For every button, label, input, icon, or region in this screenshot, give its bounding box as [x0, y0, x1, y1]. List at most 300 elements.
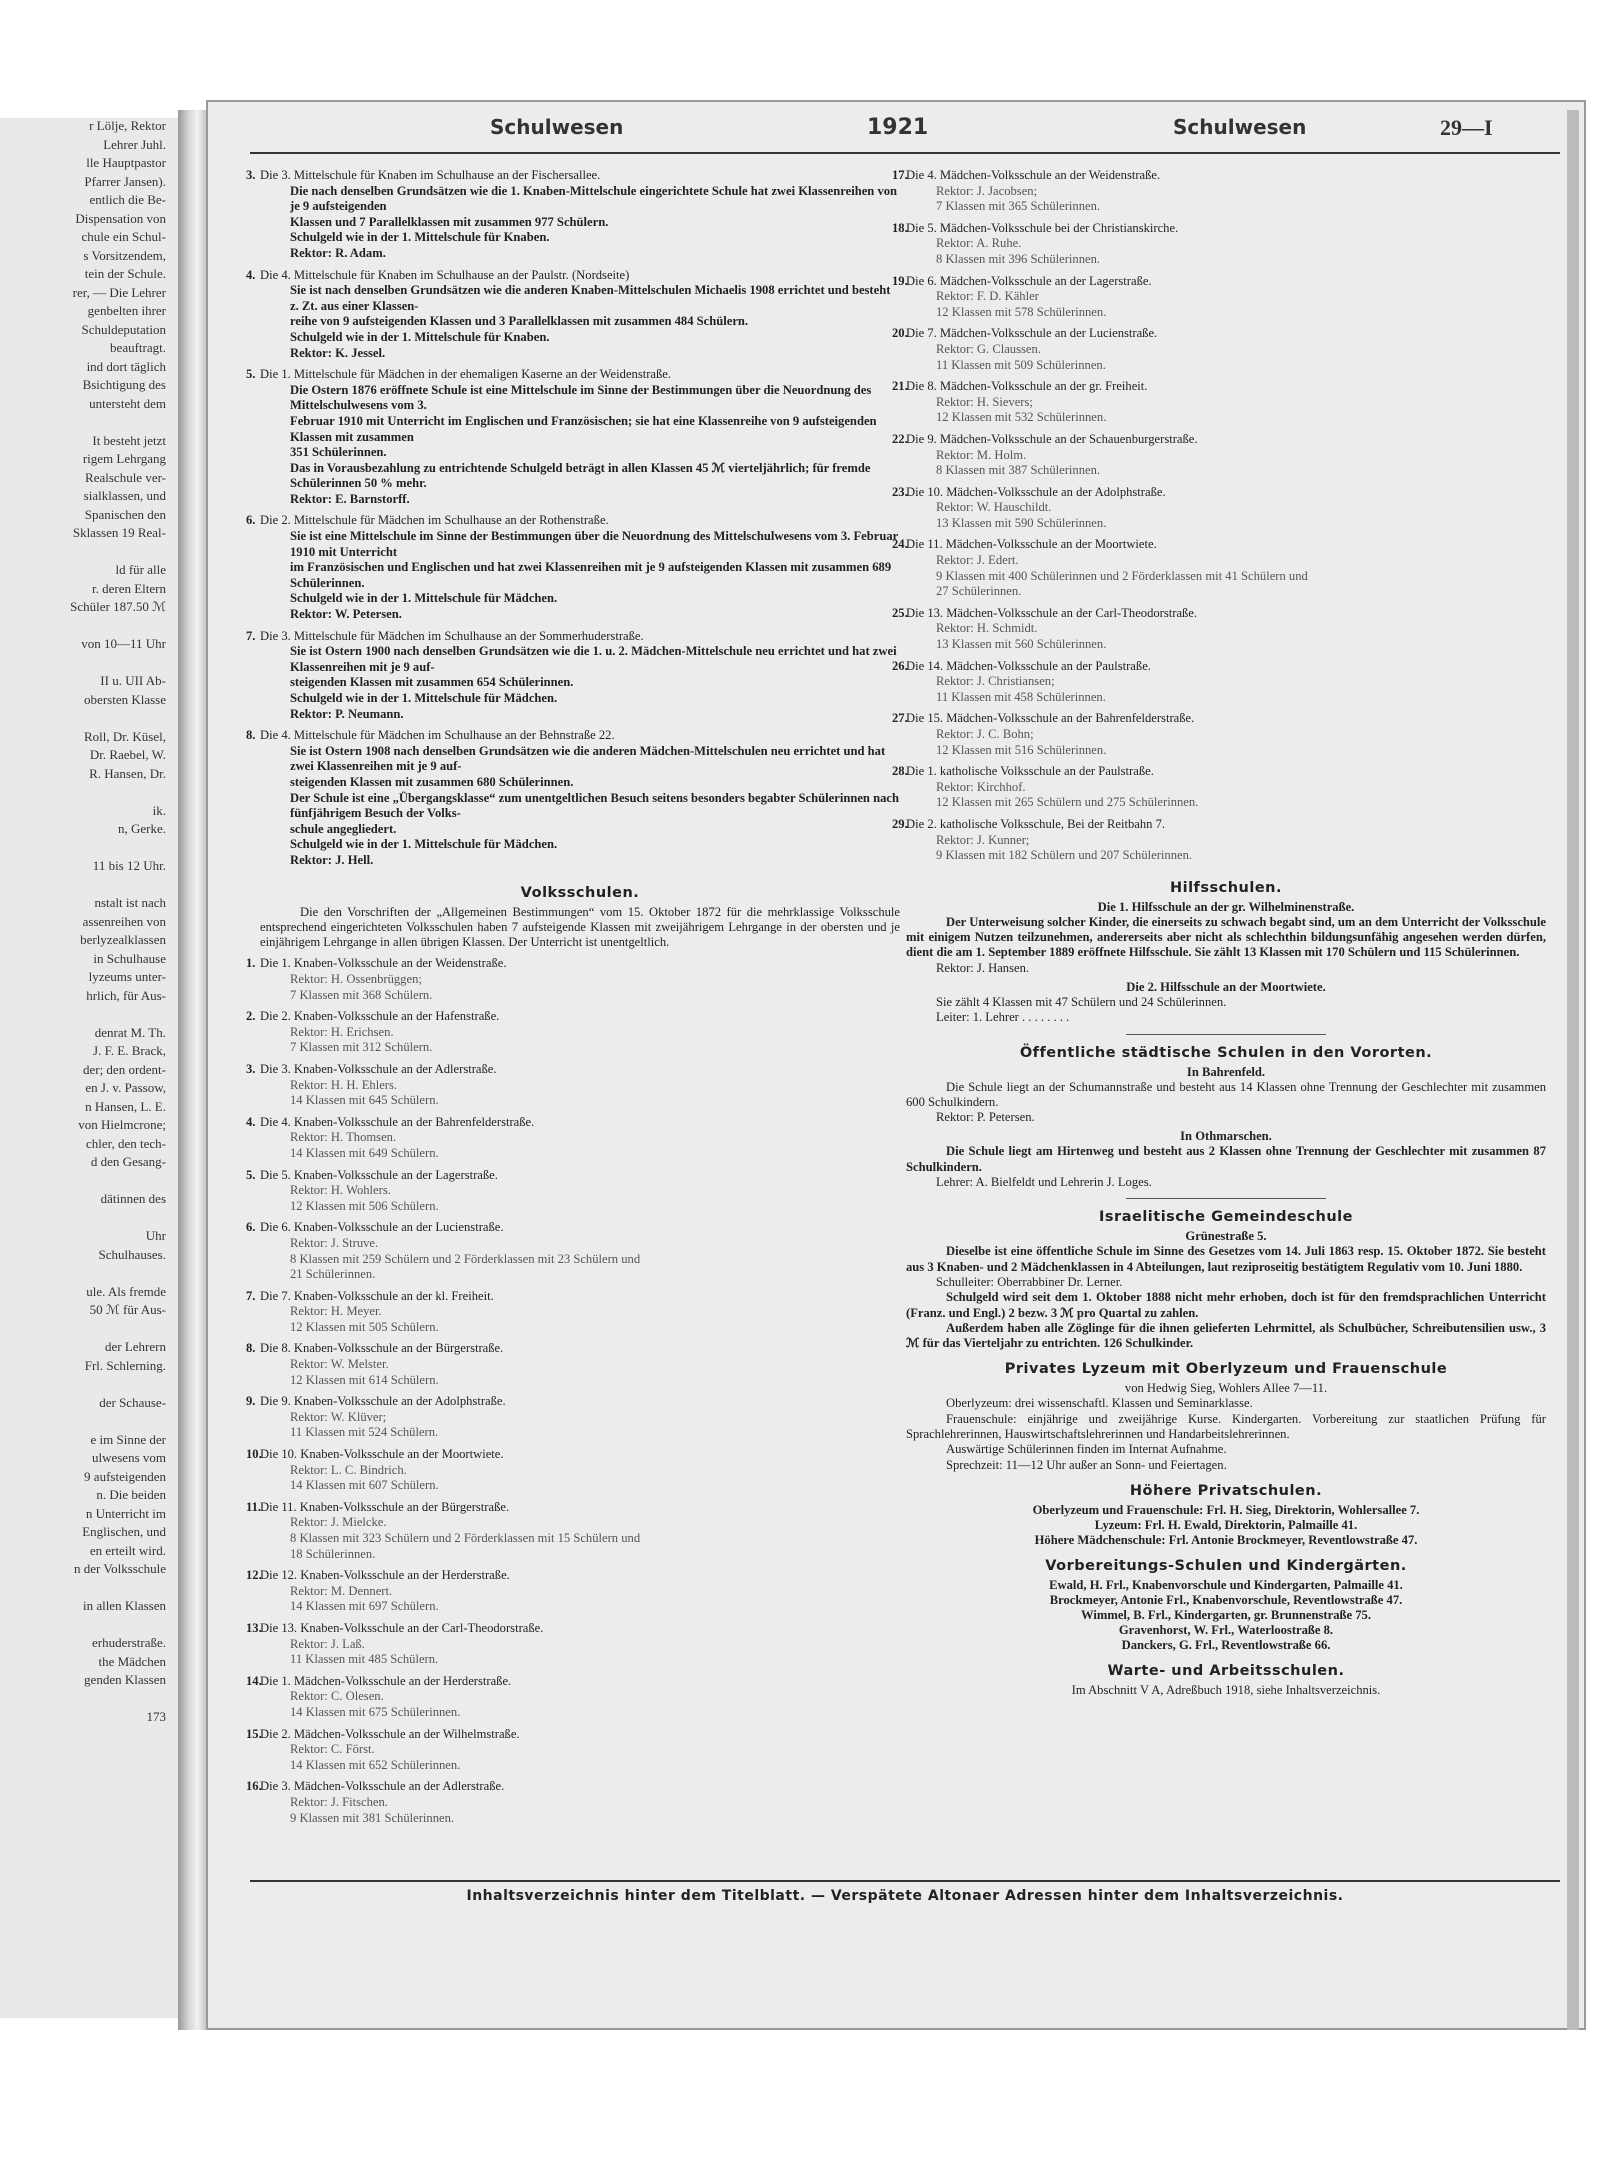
entry-detail: 8 Klassen mit 323 Schülern und 2 Förderklassen mit 15 Schülern und: [290, 1531, 641, 1546]
school-entry: [246, 728, 900, 868]
left-page-line: beauftragt.: [110, 340, 166, 355]
entry-detail: 14 Klassen mit 652 Schülerinnen.: [290, 1757, 461, 1772]
section-title-hilfsschulen: Hilfsschulen.: [1169, 879, 1283, 896]
entry-detail: Rektor: M. Holm.: [936, 447, 1027, 462]
page-number: 29—I: [1440, 115, 1493, 140]
hilfsschule-2-leiter: Leiter: 1. Lehrer . . . . . . . .: [936, 1010, 1070, 1025]
entry-number: 16.: [246, 1779, 262, 1794]
entry-detail: Sie ist Ostern 1900 nach denselben Grundsätzen wie die 1. u. 2. Mädchen-Mittelschule neu errichtet und hat zwei Klassenreihen mit je 9 auf-: [290, 644, 897, 674]
entry-detail: Rektor: J. Mielcke.: [290, 1515, 387, 1530]
entry-title: Die 1. katholische Volksschule an der Paulstraße.: [906, 764, 1154, 779]
entry-number: 6.: [246, 1220, 256, 1235]
school-entry: [246, 1009, 900, 1056]
entry-detail: steigenden Klassen mit zusammen 680 Schülerinnen.: [290, 774, 574, 789]
left-page-line: in Schulhause: [93, 950, 166, 966]
entry-detail: Rektor: H. Wohlers.: [290, 1183, 391, 1198]
entry-detail: Rektor: H. Schmidt.: [936, 621, 1038, 636]
entry-detail: Rektor: A. Ruhe.: [936, 236, 1022, 251]
entry-number: 15.: [246, 1726, 262, 1741]
entry-detail: Rektor: Kirchhof.: [936, 779, 1026, 794]
school-entry: [892, 816, 1546, 864]
hilfsschule-2-text: Sie zählt 4 Klassen mit 47 Schülern und 24 Schülerinnen.: [936, 994, 1227, 1009]
left-page-line: 11 bis 12 Uhr.: [92, 858, 166, 873]
entry-detail: Rektor: H. Ossenbrüggen;: [290, 972, 422, 987]
entry-number: 26.: [892, 658, 908, 673]
entry-detail: 351 Schülerinnen.: [290, 445, 387, 460]
entry-detail: Rektor: H. H. Ehlers.: [290, 1077, 398, 1092]
israel-leiter: Schulleiter: Oberrabbiner Dr. Lerner.: [936, 1274, 1123, 1289]
school-entry: [892, 326, 1546, 373]
left-page-line: Schüler 187.50 ℳ: [70, 599, 166, 614]
entry-detail: Schulgeld wie in der 1. Mittelschule für Mädchen.: [290, 691, 558, 705]
entry-detail: 14 Klassen mit 645 Schülern.: [290, 1093, 439, 1108]
page-footer: Inhaltsverzeichnis hinter dem Titelblatt. — Verspätete Altonaer Adressen hinter dem Inhaltsverzeichnis.: [250, 1880, 1560, 1904]
left-column: [246, 168, 900, 1832]
entry-title: Die 8. Knaben-Volksschule an der Bürgerstraße.: [260, 1341, 504, 1356]
entry-detail: Rektor: C. Olesen.: [290, 1689, 384, 1704]
entry-detail: Die nach denselben Grundsätzen wie die 1. Knaben-Mittelschule eingerichtete Schule hat zwei Klassenreihen von je 9 aufsteigenden: [290, 183, 898, 214]
left-page-line: n Unterricht im: [85, 1505, 166, 1521]
entry-detail: Der Schule ist eine „Übergangsklasse“ zum unentgeltlichen Besuch seitens besonders begabter Schülerinnen nach fünfjährigem Besuch der Volks-: [290, 790, 899, 821]
listing-line: Oberlyzeum und Frauenschule: Frl. H. Sieg, Direktorin, Wohlersallee 7.: [1032, 1502, 1420, 1517]
entry-detail: Rektor: J. Edert.: [936, 553, 1019, 568]
entry-title: Die 3. Mädchen-Volksschule an der Adlerstraße.: [260, 1779, 505, 1794]
entry-detail: 11 Klassen mit 458 Schülerinnen.: [936, 689, 1106, 704]
left-page-line: It besteht jetzt: [92, 432, 166, 448]
entry-detail: Rektor: H. Thomsen.: [290, 1130, 397, 1145]
entry-number: 10.: [246, 1447, 262, 1462]
left-page-line: chule ein Schul-: [81, 229, 166, 244]
entry-title: Die 6. Knaben-Volksschule an der Lucienstraße.: [260, 1220, 504, 1235]
school-entry: [246, 1220, 900, 1282]
entry-number: 5.: [246, 367, 256, 382]
school-entry: [246, 367, 900, 507]
entry-detail: Schulgeld wie in der 1. Mittelschule für Knaben.: [290, 329, 550, 344]
entry-title: Die 6. Mädchen-Volksschule an der Lagerstraße.: [906, 273, 1152, 288]
left-page-line: Frl. Schlerning.: [84, 1357, 166, 1373]
book-spine: [178, 110, 206, 2030]
entry-title: Die 9. Mädchen-Volksschule an der Schauenburgerstraße.: [906, 431, 1198, 446]
entry-number: 7.: [246, 1288, 256, 1303]
divider: [1126, 1198, 1326, 1199]
entry-detail: 11 Klassen mit 524 Schülern.: [290, 1425, 439, 1440]
entry-number: 12.: [246, 1568, 262, 1583]
vororte-bahrenfeld-title: In Bahrenfeld.: [1186, 1064, 1266, 1079]
entry-detail: Februar 1910 mit Unterricht im Englischen und Französischen; sie hat eine Klassenreihe von 9 aufsteigenden Klassen mit zusammen: [290, 413, 877, 444]
listing-line: Gravenhorst, W. Frl., Waterloostraße 8.: [1118, 1622, 1334, 1637]
israel-text-2: Schulgeld wird seit dem 1. Oktober 1888 nicht mehr erhoben, doch ist für den fremdsprachlichen Unterricht (Franz. und Engl.) 2 bezw. 3 ℳ pro Quartal zu zahlen.: [906, 1290, 1546, 1320]
left-page-line: Uhr: [145, 1228, 166, 1243]
entry-title: Die 10. Knaben-Volksschule an der Moortwiete.: [260, 1447, 504, 1462]
entry-title: Die 13. Mädchen-Volksschule an der Carl-Theodorstraße.: [906, 605, 1198, 620]
left-page-line: d den Gesang-: [90, 1154, 166, 1169]
left-page-line: genbelten ihrer: [87, 303, 166, 318]
entry-title: Die 9. Knaben-Volksschule an der Adolphstraße.: [260, 1394, 506, 1409]
entry-detail: Schulgeld wie in der 1. Mittelschule für Mädchen.: [290, 837, 558, 852]
entry-number: 13.: [246, 1620, 262, 1635]
entry-detail: Rektor: W. Melster.: [290, 1357, 389, 1372]
entry-detail: 7 Klassen mit 312 Schülern.: [290, 1040, 433, 1055]
entry-detail: Rektor: J. Laß.: [290, 1636, 365, 1651]
school-entry: [246, 1447, 900, 1494]
entry-detail: Rektor: J. Kunner;: [936, 832, 1030, 847]
entry-number: 23.: [892, 484, 908, 499]
entry-title: Die 1. Knaben-Volksschule an der Weidenstraße.: [260, 956, 507, 971]
entry-number: 8.: [246, 728, 256, 743]
entry-detail: Rektor: L. C. Bindrich.: [290, 1462, 407, 1477]
school-entry: [892, 764, 1546, 811]
entry-title: Die 4. Mittelschule für Knaben im Schulhause an der Paulstr. (Nordseite): [260, 267, 630, 282]
school-entry: [892, 220, 1546, 268]
header-right: Schulwesen: [1173, 115, 1307, 139]
entry-number: 25.: [892, 605, 908, 620]
section-title-vorbereitung: Vorbereitungs-Schulen und Kindergärten.: [1045, 1557, 1407, 1574]
school-entry: [246, 1779, 900, 1826]
entry-detail: 13 Klassen mit 560 Schülerinnen.: [936, 637, 1107, 652]
school-entry: [892, 658, 1546, 706]
entry-number: 9.: [246, 1394, 256, 1409]
entry-title: Die 4. Knaben-Volksschule an der Bahrenfelderstraße.: [260, 1114, 535, 1129]
entry-detail: Sie ist Ostern 1908 nach denselben Grundsätzen wie die anderen Mädchen-Mittelschulen neu errichtet und hat zwei Klassenreihen mit je 9 auf-: [290, 743, 886, 774]
left-page-line: untersteht dem: [89, 395, 166, 411]
lyzeum-address: von Hedwig Sieg, Wohlers Allee 7—11.: [1124, 1381, 1328, 1396]
school-entry: [246, 1114, 900, 1162]
entry-detail: Rektor: H. Erichsen.: [290, 1024, 394, 1039]
left-page-line: J. F. E. Brack,: [93, 1043, 166, 1058]
entry-title: Die 15. Mädchen-Volksschule an der Bahrenfelderstraße.: [906, 711, 1195, 726]
left-page-line: ind dort täglich: [86, 358, 166, 374]
left-page-line: Englischen, und: [82, 1524, 166, 1539]
school-entry: [892, 168, 1546, 215]
school-entry: [892, 484, 1546, 532]
left-page-line: Realschule ver-: [85, 469, 166, 485]
left-page-line: entlich die Be-: [89, 192, 166, 207]
page-edge: [1567, 110, 1579, 2030]
entry-title: Die 5. Knaben-Volksschule an der Lagerstraße.: [260, 1167, 498, 1182]
header-year: 1921: [867, 115, 929, 140]
header-left: Schulwesen: [490, 115, 624, 139]
entry-detail: 9 Klassen mit 182 Schülern und 207 Schülerinnen.: [936, 848, 1193, 863]
listing-line: Lyzeum: Frl. H. Ewald, Direktorin, Palmaille 41.: [1094, 1517, 1358, 1532]
entry-detail: Rektor: J. Fitschen.: [290, 1794, 388, 1809]
left-page-line: obersten Klasse: [84, 691, 166, 707]
entry-detail: Rektor: P. Neumann.: [290, 706, 404, 721]
entry-detail: Rektor: J. C. Bohn;: [936, 727, 1034, 741]
entry-number: 27.: [892, 711, 908, 726]
entry-detail: Sie ist nach denselben Grundsätzen wie die anderen Knaben-Mittelschulen Michaelis 1908 errichtet und besteht z. Zt. aus einer Klassen-: [290, 283, 891, 313]
entry-title: Die 7. Knaben-Volksschule an der kl. Freiheit.: [260, 1288, 494, 1303]
school-entry: [892, 431, 1546, 479]
entry-detail: Sie ist eine Mittelschule im Sinne der Bestimmungen über die Neuordnung des Mittelschulwesens vom 3. Februar 1910 mit Unterricht: [290, 529, 898, 559]
entry-number: 11.: [246, 1499, 262, 1514]
entry-title: Die 13. Knaben-Volksschule an der Carl-Theodorstraße.: [260, 1620, 544, 1635]
left-page-line: assenreihen von: [82, 913, 166, 929]
header-rule: [250, 152, 1560, 154]
entry-detail: Die Ostern 1876 eröffnete Schule ist eine Mittelschule im Sinne der Bestimmungen über die Neuordnung des Mittelschulwesens vom 3.: [290, 382, 872, 413]
entry-number: 14.: [246, 1673, 262, 1688]
listing-line: Ewald, H. Frl., Knabenvorschule und Kindergarten, Palmaille 41.: [1049, 1577, 1403, 1592]
entry-title: Die 4. Mädchen-Volksschule an der Weidenstraße.: [906, 168, 1161, 182]
left-page-line: lle Hauptpastor: [86, 155, 166, 170]
school-entry: [246, 1061, 900, 1109]
left-page-line: Lehrer Juhl.: [103, 136, 166, 152]
left-page-line: rigem Lehrgang: [82, 451, 166, 466]
left-page-line: der Schause-: [99, 1394, 166, 1410]
left-page-line: s Vorsitzendem,: [83, 247, 166, 263]
school-entry: [246, 1620, 900, 1668]
entry-detail: Rektor: W. Klüver;: [290, 1409, 387, 1424]
entry-number: 28.: [892, 764, 908, 779]
school-entry: [246, 1288, 900, 1336]
left-page-line: Spanischen den: [84, 506, 166, 522]
vororte-othmarschen-title: In Othmarschen.: [1180, 1129, 1272, 1144]
left-page-line: ik.: [152, 802, 166, 818]
entry-detail: schule angegliedert.: [290, 821, 397, 836]
listing-line: Danckers, G. Frl., Reventlowstraße 66.: [1121, 1637, 1331, 1652]
left-page-line: der Lehrern: [105, 1339, 166, 1354]
right-column: [892, 168, 1546, 1698]
left-page-line: 9 aufsteigenden: [84, 1468, 166, 1484]
entry-title: Die 3. Knaben-Volksschule an der Adlerstraße.: [260, 1061, 497, 1076]
left-page-line: r Lölje, Rektor: [89, 118, 166, 133]
left-page-line: ulwesens vom: [91, 1450, 166, 1465]
school-entry: [892, 711, 1546, 758]
entry-number: 18.: [892, 220, 908, 235]
entry-detail: 12 Klassen mit 506 Schülern.: [290, 1198, 439, 1213]
entry-number: 2.: [246, 1009, 256, 1024]
school-entry: [246, 1499, 900, 1562]
school-entry: [246, 267, 900, 362]
entry-detail: 12 Klassen mit 578 Schülerinnen.: [936, 304, 1107, 319]
left-page-line: the Mädchen: [98, 1653, 166, 1669]
entry-title: Die 7. Mädchen-Volksschule an der Lucienstraße.: [906, 326, 1158, 341]
entry-detail: Rektor: M. Dennert.: [290, 1583, 393, 1598]
hilfsschule-1-rektor: Rektor: J. Hansen.: [936, 960, 1030, 975]
left-page-line: ld für alle: [115, 562, 166, 577]
left-page-line: tein der Schule.: [84, 266, 166, 281]
school-entry: [892, 605, 1546, 653]
entry-number: 5.: [246, 1167, 256, 1182]
entry-detail: Rektor: J. Struve.: [290, 1235, 379, 1250]
left-page-line: R. Hansen, Dr.: [89, 765, 166, 781]
entry-number: 19.: [892, 273, 908, 288]
divider: [1126, 1034, 1326, 1035]
left-page-line: genden Klassen: [84, 1672, 166, 1687]
entry-detail: Rektor: K. Jessel.: [290, 345, 386, 360]
entry-detail: 18 Schülerinnen.: [290, 1546, 376, 1561]
entry-number: 1.: [246, 956, 256, 971]
lyzeum-frauenschule: Frauenschule: einjährige und zweijährige Kurse. Kindergarten. Vorbereitung zur staatlichen Prüfung für Sprachlehrerinnen, Hauswirtschaftslehrerinnen und Handarbeitslehrerinnen.: [906, 1411, 1546, 1441]
left-page-line: berlyzealklassen: [80, 932, 166, 947]
entry-detail: reihe von 9 aufsteigenden Klassen und 3 Parallelklassen mit zusammen 484 Schülern.: [290, 314, 749, 329]
entry-detail: Schulgeld wie in der 1. Mittelschule für Mädchen.: [290, 591, 558, 606]
entry-detail: Rektor: R. Adam.: [290, 245, 386, 260]
left-page-line: 173: [146, 1709, 166, 1724]
entry-detail: Rektor: F. D. Kähler: [936, 289, 1039, 304]
entry-title: Die 3. Mittelschule für Mädchen im Schulhause an der Sommerhuderstraße.: [260, 628, 644, 643]
entry-detail: 14 Klassen mit 649 Schülern.: [290, 1145, 439, 1160]
entry-number: 4.: [246, 1114, 256, 1129]
entry-number: 22.: [892, 431, 908, 446]
hilfsschule-2-title: Die 2. Hilfsschule an der Moortwiete.: [1126, 979, 1326, 994]
entry-title: Die 4. Mittelschule für Mädchen im Schulhause an der Behnstraße 22.: [260, 728, 615, 743]
school-entry: [246, 168, 900, 262]
entry-title: Die 11. Mädchen-Volksschule an der Moortwiete.: [906, 537, 1157, 552]
entry-detail: 12 Klassen mit 532 Schülerinnen.: [936, 410, 1107, 425]
entry-detail: 12 Klassen mit 505 Schülern.: [290, 1319, 439, 1334]
entry-number: 4.: [246, 267, 256, 282]
entry-detail: 14 Klassen mit 697 Schülern.: [290, 1599, 439, 1614]
entry-title: Die 2. Mädchen-Volksschule an der Wilhelmstraße.: [260, 1726, 520, 1741]
left-page-line: erhuderstraße.: [92, 1635, 166, 1650]
listing-line: Höhere Mädchenschule: Frl. Antonie Brockmeyer, Reventlowstraße 47.: [1034, 1532, 1418, 1547]
entry-detail: 9 Klassen mit 381 Schülerinnen.: [290, 1810, 455, 1825]
israel-address: Grünestraße 5.: [1185, 1229, 1267, 1244]
hilfsschule-1-title: Die 1. Hilfsschule an der gr. Wilhelminenstraße.: [1097, 899, 1355, 914]
listing-line: Wimmel, B. Frl., Kindergarten, gr. Brunnenstraße 75.: [1081, 1607, 1371, 1622]
warte-text: Im Abschnitt V A, Adreßbuch 1918, siehe Inhaltsverzeichnis.: [1071, 1682, 1381, 1697]
entry-detail: steigenden Klassen mit zusammen 654 Schülerinnen.: [290, 675, 574, 690]
entry-title: Die 2. Mittelschule für Mädchen im Schulhause an der Rothenstraße.: [260, 513, 609, 528]
entry-detail: Rektor: G. Claussen.: [936, 341, 1041, 356]
lyzeum-auswaertige: Auswärtige Schülerinnen finden im Internat Aufnahme.: [946, 1442, 1227, 1457]
entry-detail: 12 Klassen mit 614 Schülern.: [290, 1372, 439, 1387]
vororte-othmarschen-text: Die Schule liegt am Hirtenweg und besteht aus 2 Klassen ohne Trennung der Geschlechter mit zusammen 87 Schulkindern.: [906, 1144, 1546, 1174]
entry-number: 7.: [246, 628, 256, 643]
left-page-line: von 10—11 Uhr: [81, 636, 166, 651]
left-page-line: chler, den tech-: [86, 1135, 166, 1151]
entry-title: Die 10. Mädchen-Volksschule an der Adolphstraße.: [906, 484, 1166, 499]
left-page-line: Pfarrer Jansen).: [84, 173, 166, 189]
left-page-line: n Hansen, L. E.: [85, 1098, 166, 1114]
entry-detail: 7 Klassen mit 368 Schülern.: [290, 987, 433, 1002]
entry-title: Die 3. Mittelschule für Knaben im Schulhause an der Fischersallee.: [260, 168, 601, 182]
entry-number: 17.: [892, 168, 908, 182]
israel-text-3: Außerdem haben alle Zöglinge für die ihnen gelieferten Lehrmittel, als Schulbücher, Schreibutensilien usw., 3 ℳ für das Vierteljahr zu entrichten. 126 Schulkinder.: [906, 1320, 1546, 1351]
entry-detail: Klassen und 7 Parallelklassen mit zusammen 977 Schülern.: [290, 214, 609, 229]
left-page-line: Bsichtigung des: [82, 377, 166, 392]
entry-number: 8.: [246, 1341, 256, 1356]
left-page-line: n. Die beiden: [96, 1487, 166, 1502]
entry-detail: Rektor: J. Jacobsen;: [936, 183, 1038, 198]
hilfsschule-1-text: Der Unterweisung solcher Kinder, die einerseits zu schwach begabt sind, um an dem Unterricht der Volksschule mit einigem Nutzen teilzunehmen, andererseits aber nicht als schlechthin bildungsunfähig angesehen werden dürfen, dient die am 1. September 1889 eröffnete Hilfsschule. Sie zählt 13 Klassen mit 170 Schülern und 115 Schülerinnen.: [906, 914, 1546, 960]
school-entry: [246, 1568, 900, 1615]
entry-detail: Rektor: W. Hauschildt.: [936, 500, 1052, 515]
section-title-warte: Warte- und Arbeitsschulen.: [1107, 1662, 1345, 1679]
left-page-line: rer, — Die Lehrer: [72, 284, 166, 300]
entry-title: Die 2. Knaben-Volksschule an der Hafenstraße.: [260, 1009, 500, 1024]
entry-number: 3.: [246, 1061, 256, 1076]
left-page-line: r. deren Eltern: [92, 580, 166, 596]
left-page-line: II u. UII Ab-: [100, 673, 166, 688]
entry-detail: 11 Klassen mit 485 Schülern.: [290, 1652, 439, 1667]
vororte-othmarschen-lehrer: Lehrer: A. Bielfeldt und Lehrerin J. Loges.: [936, 1175, 1152, 1190]
left-page-line: nstalt ist nach: [94, 895, 166, 910]
entry-number: 29.: [892, 816, 908, 831]
entry-detail: 8 Klassen mit 396 Schülerinnen.: [936, 251, 1101, 266]
left-page-line: ule. Als fremde: [86, 1283, 166, 1299]
entry-detail: Rektor: J. Christiansen;: [936, 674, 1055, 689]
entry-detail: Rektor: C. Först.: [290, 1742, 375, 1757]
section-title-lyzeum: Privates Lyzeum mit Oberlyzeum und Frauenschule: [1004, 1361, 1448, 1378]
entry-title: Die 1. Mädchen-Volksschule an der Herderstraße.: [260, 1673, 512, 1688]
vororte-bahrenfeld-text: Die Schule liegt an der Schumannstraße und besteht aus 14 Klassen ohne Trennung der Geschlechter mit zusammen 600 Schulkindern.: [906, 1079, 1546, 1109]
left-page-line: Schulhauses.: [98, 1246, 166, 1262]
entry-detail: 14 Klassen mit 607 Schülern.: [290, 1478, 439, 1493]
entry-detail: 8 Klassen mit 259 Schülern und 2 Förderklassen mit 23 Schülern und: [290, 1251, 641, 1266]
left-page-line: von Hielmcrone;: [78, 1117, 166, 1132]
school-entry: [892, 273, 1546, 321]
school-entry: [246, 628, 900, 723]
lyzeum-oberlyzeum: Oberlyzeum: drei wissenschaftl. Klassen und Seminarklasse.: [946, 1396, 1253, 1411]
left-page-line: en erteilt wird.: [89, 1542, 166, 1558]
school-entry: [246, 1673, 900, 1721]
entry-title: Die 2. katholische Volksschule, Bei der Reitbahn 7.: [906, 816, 1166, 831]
school-entry: [246, 1167, 900, 1215]
entry-number: 21.: [892, 379, 908, 394]
left-page-line: denrat M. Th.: [94, 1024, 166, 1040]
entry-detail: Rektor: H. Meyer.: [290, 1304, 382, 1319]
entry-number: 3.: [246, 168, 256, 182]
entry-title: Die 12. Knaben-Volksschule an der Herderstraße.: [260, 1568, 510, 1583]
school-entry: [246, 513, 900, 622]
left-page-line: Schuldeputation: [81, 321, 166, 337]
left-page-line: n der Volksschule: [74, 1561, 166, 1576]
left-page-fragment: [0, 118, 178, 2018]
left-page-line: Dispensation von: [75, 210, 166, 226]
left-page-line: lyzeums unter-: [88, 969, 166, 984]
left-page-line: Sklassen 19 Real-: [72, 525, 166, 540]
entry-detail: im Französischen und Englischen und hat zwei Klassenreihen mit je 9 aufsteigenden Klassen mit zusammen 689 Schülerinnen.: [290, 560, 892, 590]
entry-title: Die 5. Mädchen-Volksschule bei der Christianskirche.: [906, 220, 1179, 235]
entry-detail: 12 Klassen mit 265 Schülern und 275 Schülerinnen.: [936, 795, 1199, 810]
israel-text-1: Dieselbe ist eine öffentliche Schule im Sinne des Gesetzes vom 14. Juli 1863 resp. 15. Oktober 1872. Sie besteht aus 3 Knaben- und 2 Mädchenklassen in 4 Abteilungen, laut reziproseitig bestätigtem Regulativ vom 10. Juni 1880.: [906, 1244, 1546, 1274]
left-page-line: dätinnen des: [100, 1191, 166, 1206]
entry-title: Die 11. Knaben-Volksschule an der Bürgerstraße.: [260, 1499, 510, 1514]
left-page-line: in allen Klassen: [82, 1598, 166, 1613]
entry-detail: 9 Klassen mit 400 Schülerinnen und 2 Förderklassen mit 41 Schülern und: [936, 568, 1308, 583]
entry-number: 20.: [892, 326, 908, 341]
entry-detail: 8 Klassen mit 387 Schülerinnen.: [936, 463, 1101, 478]
school-entry: [246, 956, 900, 1003]
entry-detail: Rektor: W. Petersen.: [290, 607, 402, 622]
vororte-bahrenfeld-rektor: Rektor: P. Petersen.: [936, 1110, 1035, 1125]
school-entry: [246, 1726, 900, 1774]
entry-number: 24.: [892, 537, 908, 552]
left-page-line: Roll, Dr. Küsel,: [84, 728, 166, 744]
left-page-line: der; den ordent-: [82, 1061, 166, 1077]
entry-detail: 11 Klassen mit 509 Schülerinnen.: [936, 357, 1106, 372]
section-title-israelitische: Israelitische Gemeindeschule: [1099, 1209, 1353, 1226]
entry-title: Die 8. Mädchen-Volksschule an der gr. Freiheit.: [906, 379, 1148, 394]
entry-detail: 13 Klassen mit 590 Schülerinnen.: [936, 515, 1107, 530]
entry-detail: 7 Klassen mit 365 Schülerinnen.: [936, 199, 1101, 214]
entry-detail: 12 Klassen mit 516 Schülerinnen.: [936, 742, 1107, 757]
school-entry: [246, 1394, 900, 1441]
left-page-line: Dr. Raebel, W.: [89, 747, 166, 762]
volksschulen-intro: Die den Vorschriften der „Allgemeinen Bestimmungen“ vom 15. Oktober 1872 für die mehrklassige Volksschule entsprechend eingerichteten Volksschulen haben 7 aufsteigende Klassen mit zweijährigem Lehrgange in der obersten und je einjährigem Lehrgange in allen übrigen Klassen. Der Unterricht ist unentgeltlich.: [260, 904, 900, 950]
entry-number: 6.: [246, 513, 256, 528]
left-page-line: sialklassen, und: [83, 488, 166, 503]
entry-detail: Schulgeld wie in der 1. Mittelschule für Knaben.: [290, 230, 550, 245]
left-page-line: 50 ℳ für Aus-: [89, 1302, 166, 1317]
left-page-line: hrlich, für Aus-: [86, 987, 166, 1003]
entry-title: Die 1. Mittelschule für Mädchen in der ehemaligen Kaserne an der Weidenstraße.: [260, 367, 672, 382]
entry-detail: 21 Schülerinnen.: [290, 1267, 376, 1282]
entry-title: Die 14. Mädchen-Volksschule an der Paulstraße.: [906, 658, 1151, 673]
section-title-hoehere: Höhere Privatschulen.: [1129, 1482, 1323, 1499]
entry-detail: Rektor: H. Sievers;: [936, 394, 1033, 409]
